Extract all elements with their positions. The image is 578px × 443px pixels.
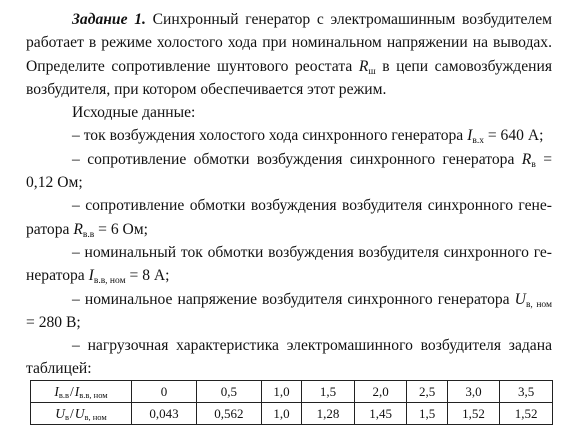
current-numerator-subscript: в.в <box>58 389 69 400</box>
rsh-symbol: R <box>358 57 369 75</box>
voltage-numerator-subscript: в <box>64 411 69 422</box>
given-item-3a: – сопротивление обмотки возбуждения возбудителя синхронного гене- <box>72 197 552 215</box>
table-cell: 0,5 <box>196 381 261 403</box>
item4-subscript: в.в, ном <box>93 276 126 287</box>
given-item-5 <box>26 288 552 335</box>
item5-subscript: в, ном <box>525 299 552 310</box>
item4-text-b: нератора <box>26 267 85 285</box>
table-cell: 2,0 <box>354 381 407 403</box>
given-item-4a: – номинальный ток обмотки возбуждения возбудителя синхронного ге- <box>72 243 552 261</box>
given-item-1 <box>26 124 552 147</box>
item1-subscript: в.х <box>472 136 484 147</box>
load-characteristic-table <box>30 380 553 425</box>
item2-text: – сопротивление обмотки возбуждения синхронного генератора <box>72 150 515 168</box>
table-cell: 3,5 <box>500 381 553 403</box>
table-cell: 1,52 <box>447 403 500 425</box>
table-cell: 0,562 <box>196 403 261 425</box>
table-cell: 0,043 <box>132 403 197 425</box>
item2-value: = 0,12 Ом; <box>26 150 553 192</box>
voltage-denominator-subscript: в, ном <box>84 411 107 422</box>
table-cell: 1,45 <box>354 403 407 425</box>
given-item-6: – нагрузочная характеристика электромашинного возбудителя задана таблицей: <box>26 337 552 378</box>
task-intro: Синхронный генератор с электромашинным возбудителем работает в режиме холостого хода при номинальном напряжении на выводах. Определите сопротивление шунтового реостата <box>26 11 552 75</box>
task-title: Задание 1. <box>72 11 146 28</box>
item3-subscript: в.в <box>82 229 95 240</box>
fraction-slash: / <box>69 383 74 399</box>
item5-text: – номинальное напряжение возбудителя синхронного генератора <box>72 290 510 308</box>
item5-symbol: U <box>514 290 526 308</box>
table-cell: 1,0 <box>261 403 301 425</box>
task-intro-end: в цепи самовозбуждения возбудителя, при котором обеспечивается этот режим. <box>26 57 553 98</box>
current-denominator-symbol: I <box>74 383 80 399</box>
table-cell: 1,28 <box>302 403 355 425</box>
item2-subscript: в <box>531 159 536 170</box>
item3-value: = 6 Ом; <box>98 220 149 238</box>
table-cell: 0 <box>132 381 197 403</box>
voltage-denominator-symbol: U <box>74 405 85 421</box>
current-numerator-symbol: I <box>54 383 59 399</box>
table-row-voltage <box>31 403 553 425</box>
item2-symbol: R <box>521 150 532 168</box>
table-cell: 1,5 <box>302 381 355 403</box>
rsh-subscript: ш <box>368 66 376 77</box>
item1-text: – ток возбуждения холостого хода синхронного генератора <box>72 127 464 145</box>
item5-value: = 280 В; <box>26 313 81 331</box>
item4-value: = 8 А; <box>129 267 170 285</box>
table-cell: 3,0 <box>447 381 500 403</box>
item4-symbol: I <box>88 267 94 285</box>
voltage-ratio-header <box>31 403 132 425</box>
given-item-2 <box>26 148 552 195</box>
voltage-numerator-symbol: U <box>55 405 65 421</box>
table-cell: 2,5 <box>407 381 447 403</box>
given-item-3b <box>26 218 552 241</box>
table-row-current <box>31 381 553 403</box>
item3-symbol: R <box>73 220 83 238</box>
current-ratio-header <box>31 381 132 403</box>
given-item-4b <box>26 264 552 287</box>
table-cell: 1,0 <box>261 381 301 403</box>
table-cell: 1,52 <box>500 403 553 425</box>
item1-symbol: I <box>467 127 473 145</box>
item1-value: = 640 А; <box>487 127 544 145</box>
current-denominator-subscript: в.в, ном <box>79 389 108 400</box>
task-paragraph <box>26 8 552 101</box>
fraction-slash: / <box>69 405 74 421</box>
item3-text-b: ратора <box>26 220 70 238</box>
given-heading: Исходные данные: <box>72 104 196 122</box>
table-cell: 1,5 <box>407 403 447 425</box>
